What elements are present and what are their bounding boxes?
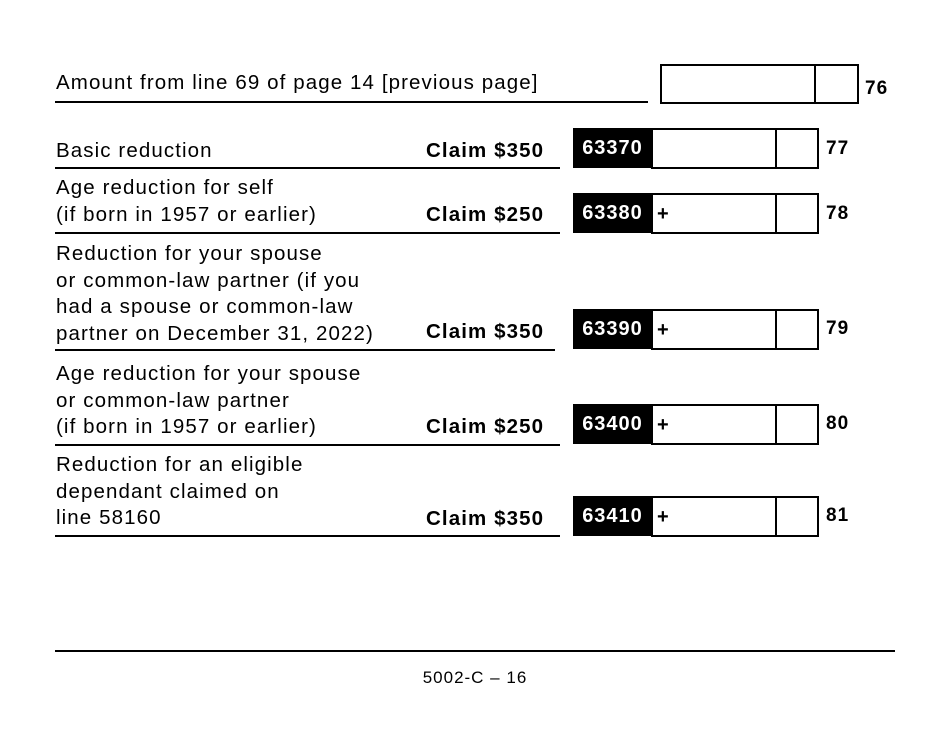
- cents-divider: [775, 130, 777, 167]
- row-80-amount-field[interactable]: [651, 404, 819, 445]
- cents-divider: [814, 66, 816, 102]
- row-81-code: 63410: [573, 496, 652, 536]
- row-78-line-number: 78: [826, 203, 850, 224]
- plus-sign: +: [657, 414, 669, 436]
- row-79-claim: Claim $350: [426, 320, 545, 343]
- row-77-description: Basic reduction: [56, 139, 213, 162]
- row-81-underline: [55, 535, 560, 537]
- row-79-description: Reduction for your spouse or common-law partner (if you had a spouse or common-law partner on December 31, 2022): [56, 242, 374, 345]
- row-80-line-number: 80: [826, 413, 850, 434]
- row-80-description: Age reduction for your spouse or common-law partner (if born in 1957 or earlier): [56, 362, 362, 438]
- row-81-line-number: 81: [826, 505, 850, 526]
- row-80-claim: Claim $250: [426, 415, 545, 438]
- row-78-amount-field[interactable]: [651, 193, 819, 234]
- cents-divider: [775, 195, 777, 232]
- row-79-underline: [55, 349, 555, 351]
- line-76-amount-field[interactable]: [660, 64, 859, 104]
- row-79-code: 63390: [573, 309, 652, 349]
- row-77-amount-field[interactable]: [651, 128, 819, 169]
- row-78-code: 63380: [573, 193, 652, 233]
- row-79-amount-field[interactable]: [651, 309, 819, 350]
- line-76-number: 76: [865, 78, 889, 99]
- row-77-claim: Claim $350: [426, 139, 545, 162]
- row-81-amount-field[interactable]: [651, 496, 819, 537]
- row-80-code: 63400: [573, 404, 652, 444]
- row-78-underline: [55, 232, 560, 234]
- plus-sign: +: [657, 203, 669, 225]
- row-79-line-number: 79: [826, 318, 850, 339]
- row-81-description: Reduction for an eligible dependant claimed on line 58160: [56, 453, 304, 529]
- row-77-code: 63370: [573, 128, 652, 168]
- row-78-description: Age reduction for self (if born in 1957 or earlier): [56, 176, 317, 226]
- cents-divider: [775, 406, 777, 443]
- previous-amount-underline: [55, 101, 648, 103]
- page-number: 5002-C – 16: [422, 668, 528, 687]
- plus-sign: +: [657, 319, 669, 341]
- row-77-line-number: 77: [826, 138, 850, 159]
- row-81-claim: Claim $350: [426, 507, 545, 530]
- cents-divider: [775, 311, 777, 348]
- previous-amount-label: Amount from line 69 of page 14 [previous page]: [56, 71, 539, 94]
- row-77-underline: [55, 167, 560, 169]
- footer-rule: [55, 650, 895, 652]
- cents-divider: [775, 498, 777, 535]
- row-78-claim: Claim $250: [426, 203, 545, 226]
- row-80-underline: [55, 444, 560, 446]
- plus-sign: +: [657, 506, 669, 528]
